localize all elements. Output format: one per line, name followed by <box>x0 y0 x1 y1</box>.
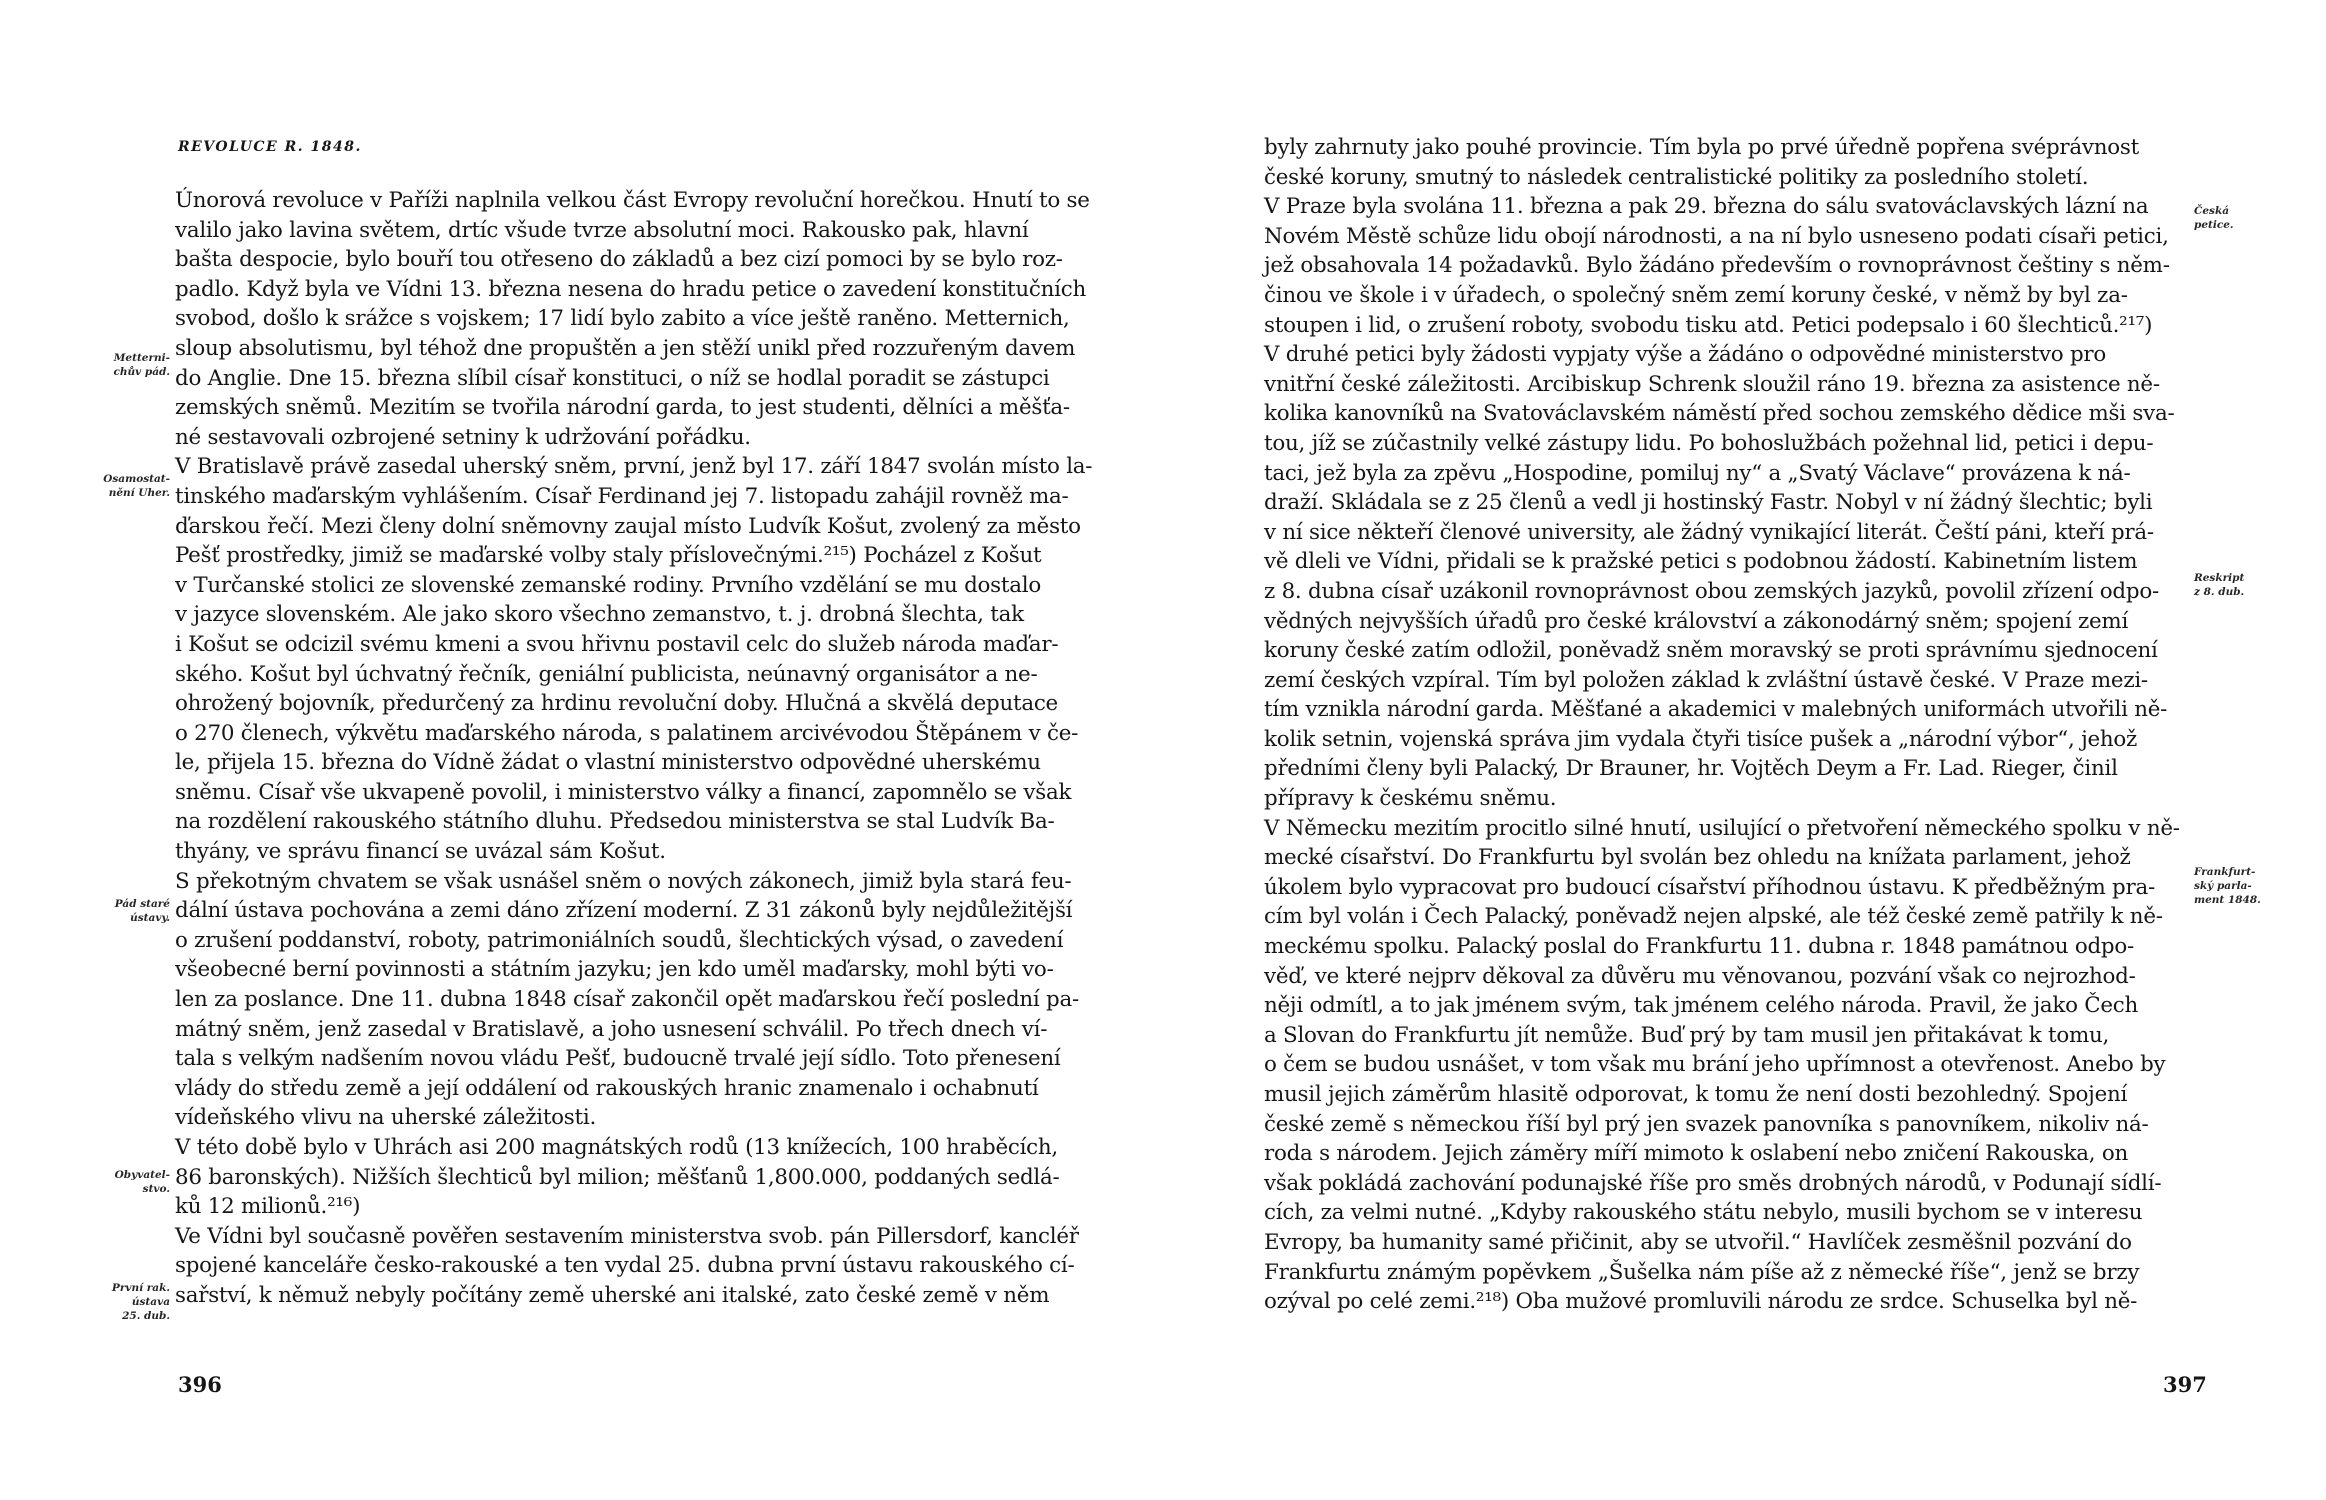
page-number: 396 <box>178 1372 222 1397</box>
body-text-left: Únorová revoluce v Paříži naplnila velkou část Evropy revoluční horečkou. Hnutí to se valilo jako lavina světem, drtíc všude tvrze absolutní moci. Rakousko pak, hlavní bašta despocie, bylo bouří tou otřeseno do základů a bez cizí pomoci by se bylo roz- padlo. Když byla ve Vídni 13. března nesena do hradu petice o zavedení konstitučních svobod, došlo k srážce s vojskem; 17 lidí bylo zabito a více ještě raněno. Metternich, sloup absolutismu, byl téhož dne propuštěn a jen stěží unikl před rozzuřeným davem do Anglie. Dne 15. března slíbil císař konstituci, o níž se hodlal poradit se zástupci zemských sněmů. Mezitím se tvořila národní garda, to jest studenti, dělníci a měšťa- né sestavovali ozbrojené setniny k udržování pořádku. V Bratislavě právě zasedal uherský sněm, první, jenž byl 17. září 1847 svolán místo la- tinského maďarským vyhlášením. Císař Ferdinand jej 7. listopadu zahájil rovněž ma- ďarskou řečí. Mezi členy dolní sněmovny zaujal místo Ludvík Košut, zvolený za město Pešť prostředky, jimiž se maďarské volby staly příslovečnými.²¹⁵) Pocházel z Košut v Turčanské stolici ze slovenské zemanské rodiny. Prvního vzdělání se mu dostalo v jazyce slovenském. Ale jako skoro všechno zemanstvo, t. j. drobná šlechta, tak i Košut se odcizil svému kmeni a svou hřivnu postavil celc do služeb národa maďar- ského. Košut byl úchvatný řečník, geniální publicista, neúnavný organisátor a ne- ohrožený bojovník, předurčený za hrdinu revoluční doby. Hlučná a skvělá deputace o 270 členech, výkvětu maďarského národa, s palatinem arcivévodou Štěpánem v če- le, přijela 15. března do Vídně žádat o vlastní ministerstvo odpovědné uherskému sněmu. Císař vše ukvapeně povolil, i ministerstvo války a financí, zapomnělo se však na rozdělení rakouského státního dluhu. Předsedou ministerstva se stal Ludvík Ba- thyány, ve správu financí se uvázal sám Košut. S překotným chvatem se však usnášel sněm o nových zákonech, jimiž byla stará feu- dální ústava pochována a zemi dáno zřízení moderní. Z 31 zákonů byly nejdůležitější o zrušení poddanství, roboty, patrimoniálních soudů, šlechtických výsad, o zavedení všeobecné berní povinnosti a státním jazyku; jen kdo uměl maďarsky, mohl býti vo- len za poslance. Dne 11. dubna 1848 císař zakončil opět maďarskou řečí poslední pa- mátný sněm, jenž zasedal v Bratislavě, a joho usnesení schválil. Po třech dnech ví- tala s velkým nadšením novou vládu Pešť, budoucně trvalé její sídlo. Toto přenesení vlády do středu země a její oddálení od rakouských hranic znamenalo i ochabnutí vídeňského vlivu na uherské záležitosti. V této době bylo v Uhrách asi 200 magnátských rodů (13 knížecích, 100 hraběcích, 86 baronských). Nižších šlechticů byl milion; měšťanů 1,800.000, poddaných sedlá- ků 12 milionů.²¹⁶) Ve Vídni byl současně pověřen sestavením ministerstva svob. pán Pillersdorf, kancléř spojené kanceláře česko-rakouské a ten vydal 25. dubna první ústavu rakouského cí- sařství, k němuž nebyly počítány země uherské ani italské, zato české země v něm <box>175 188 1093 1308</box>
margin-note: Osamostat- nění Uher. <box>103 473 170 499</box>
margin-note: Metterni- chův pád. <box>113 352 170 378</box>
margin-note: Česká petice. <box>2194 205 2234 231</box>
running-head: REVOLUCE R. 1848. <box>178 139 362 155</box>
margin-note: Reskript z 8. dub. <box>2194 572 2245 598</box>
page-number: 397 <box>2163 1372 2207 1397</box>
margin-note: Frankfurt- ský parla- ment 1848. <box>2194 866 2261 906</box>
margin-note: Obyvatel- stvo. <box>114 1169 170 1195</box>
body-text-right: byly zahrnuty jako pouhé provincie. Tím byla po prvé úředně popřena svéprávnost české koruny, smutný to následek centralistické politiky za posledního století. V Praze byla svolána 11. března a pak 29. března do sálu svatováclavských lázní na Novém Městě schůze lidu obojí národnosti, a na ní bylo usneseno podati císaři petici, jež obsahovala 14 požadavků. Bylo žádáno především o rovnoprávnost češtiny s něm- činou ve škole i v úřadech, o společný sněm zemí koruny české, v němž by byl za- stoupen i lid, o zrušení roboty, svobodu tisku atd. Petici podepsalo i 60 šlechticů.²¹⁷) V druhé petici byly žádosti vypjaty výše a žádáno o odpovědné ministerstvo pro vnitřní české záležitosti. Arcibiskup Schrenk sloužil ráno 19. března za asistence ně- kolika kanovníků na Svatováclavském náměstí před sochou zemského dědice mši sva- tou, jíž se zúčastnily velké zástupy lidu. Po bohoslužbách požehnal lid, petici i depu- taci, jež byla za zpěvu „Hospodine, pomiluj ny“ a „Svatý Václave“ provázena k ná- draží. Skládala se z 25 členů a vedl ji hostinský Fastr. Nobyl v ní žádný šlechtic; byli v ní sice někteří členové university, ale žádný vynikající literát. Čeští páni, kteří prá- vě dleli ve Vídni, přidali se k pražské petici s podobnou žádostí. Kabinetním listem z 8. dubna císař uzákonil rovnoprávnost obou zemských jazyků, povolil zřízení odpo- vědných nejvyšších úřadů pro české království a zákonodárný sněm; spojení zemí koruny české zatím odložil, poněvadž sněm moravský se proti správnímu sjednocení zemí českých vzpíral. Tím byl položen základ k zvláštní ústavě české. V Praze mezi- tím vznikla národní garda. Měšťané a akademici v malebných uniformách utvořili ně- kolik setnin, vojenská správa jim vydala čtyři tisíce pušek a „národní výbor“, jehož předními členy byli Palacký, Dr Brauner, hr. Vojtěch Deym a Fr. Lad. Rieger, činil přípravy k českému sněmu. V Německu mezitím procitlo silné hnutí, usilující o přetvoření německého spolku v ně- mecké císařství. Do Frankfurtu byl svolán bez ohledu na knížata parlament, jehož úkolem bylo vypracovat pro budoucí císařství příhodnou ústavu. K předběžným pra- cím byl volán i Čech Palacký, poněvadž nejen alpské, ale též české země patřily k ně- meckému spolku. Palacký poslal do Frankfurtu 11. dubna r. 1848 památnou odpo- věď, ve které nejprv děkoval za důvěru mu věnovanou, pozvání však co nejrozhod- něji odmítl, a to jak jménem svým, tak jménem celého národa. Pravil, že jako Čech a Slovan do Frankfurtu jít nemůže. Buď prý by tam musil jen přitakávat k tomu, o čem se budou usnášet, v tom však mu brání jeho upřímnost a otevřenost. Anebo by musil jejich záměrům hlasitě odporovat, k tomu že není dosti bezohledný. Spojení české země s německou říší byl prý jen svazek panovníka s panovníkem, nikoliv ná- roda s národem. Jejich záměry míří mimoto k oslabení nebo zničení Rakouska, on však pokládá zachování podunajské říše pro směs drobných národů, v Podunají sídlí- cích, za velmi nutné. „Kdyby rakouského státu nebylo, musili bychom se v interesu Evropy, ba humanity samé přičinit, aby se utvořil.“ Havlíček zesměšnil pozvání do Frankfurtu známým popěvkem „Šušelka nám píše až z německé říše“, jenž se brzy ozýval po celé zemi.²¹⁸) Oba mužové promluvili národu ze srdce. Schuselka byl ně- <box>1264 135 2180 1315</box>
margin-note: Pád staré ústavy. <box>114 898 170 924</box>
right-page <box>1163 0 2326 1500</box>
margin-note: První rak. ústava 25. dub. <box>111 1282 170 1322</box>
